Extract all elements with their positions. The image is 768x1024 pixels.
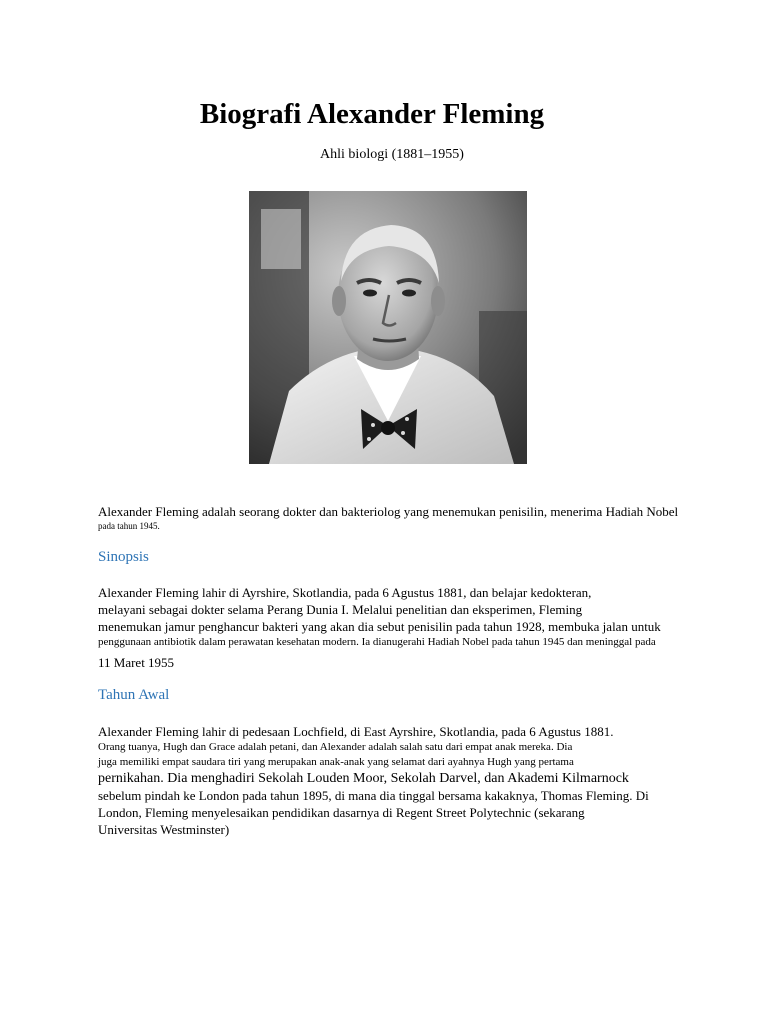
section-heading-sinopsis: Sinopsis [98,549,149,565]
page-title: Biografi Alexander Fleming [199,98,545,130]
tahun-awal-line: pernikahan. Dia menghadiri Sekolah Louden Moor, Sekolah Darvel, dan Akademi Kilmarnock [98,771,629,786]
sinopsis-line: menemukan jamur penghancur bakteri yang akan dia sebut penisilin pada tahun 1928, membuka jalan untuk [98,619,661,634]
intro-line: pada tahun 1945. [98,521,160,531]
sinopsis-paragraph [98,584,728,671]
tahun-awal-line: sebelum pindah ke London pada tahun 1895, di mana dia tinggal bersama kakaknya, Thomas Fleming. Di [98,788,649,803]
tahun-awal-line: Alexander Fleming lahir di pedesaan Lochfield, di East Ayrshire, Skotlandia, pada 6 Agustus 1881. [98,724,614,739]
portrait-photo [249,191,527,464]
page-subtitle: Ahli biologi (1881–1955) [320,147,464,162]
tahun-awal-line: juga memiliki empat saudara tiri yang merupakan anak-anak yang selamat dari ayahnya Hugh yang pertama [98,756,574,768]
intro-paragraph [98,503,728,532]
sinopsis-line: Alexander Fleming lahir di Ayrshire, Skotlandia, pada 6 Agustus 1881, dan belajar kedokteran, [98,585,592,600]
tahun-awal-paragraph [98,723,728,838]
tahun-awal-line: Universitas Westminster) [98,822,230,837]
tahun-awal-line: London, Fleming menyelesaikan pendidikan dasarnya di Regent Street Polytechnic (sekarang [98,805,585,820]
tahun-awal-line: Orang tuanya, Hugh dan Grace adalah petani, dan Alexander adalah salah satu dari empat anak mereka. Dia [98,741,573,753]
sinopsis-line: penggunaan antibiotik dalam perawatan kesehatan modern. Ia dianugerahi Hadiah Nobel pada tahun 1945 dan meninggal pada [98,636,656,648]
intro-line: Alexander Fleming adalah seorang dokter dan bakteriolog yang menemukan penisilin, menerima Hadiah Nobel [98,504,679,519]
section-heading-tahun-awal: Tahun Awal [98,687,170,703]
sinopsis-line: 11 Maret 1955 [98,655,175,670]
sinopsis-line: melayani sebagai dokter selama Perang Dunia I. Melalui penelitian dan eksperimen, Fleming [98,602,583,617]
